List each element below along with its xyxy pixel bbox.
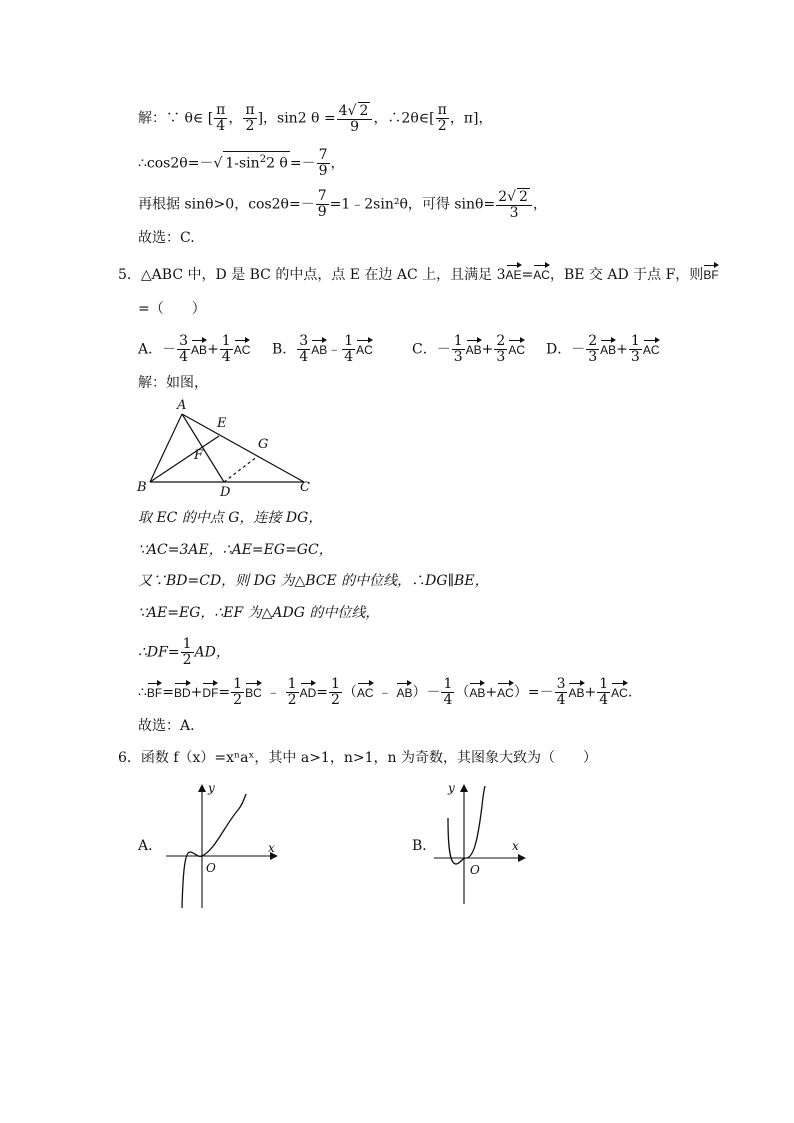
y-axis-arrow: [198, 784, 206, 792]
q5-answer: 故选：A.: [138, 718, 195, 734]
q4-answer: 故选：C.: [138, 230, 195, 246]
label-C: C: [300, 480, 310, 495]
q5-option-a[interactable]: A．－ $\frac{3}{4}$ AB+ $\frac{1}{4}$ AC: [138, 333, 251, 365]
q5-solution-head: 解：如图，: [138, 375, 208, 391]
q5-stem-end: =（ ）: [138, 301, 206, 317]
q5-step4: ∵AE=EG，∴EF 为△ADG 的中位线，: [138, 605, 380, 621]
label-G: G: [258, 437, 269, 452]
segment-DG-dashed: [224, 456, 258, 482]
axis-y-label: y: [448, 781, 455, 795]
q5-step5: ∴DF= $\frac{1}{2}$ AD，: [138, 636, 230, 668]
q6-graph-a[interactable]: [160, 780, 280, 910]
q4-line1: 解：∵ θ∈ [ $\frac{\pi}{4}$ ， $\frac{\pi}{2}$ ]，sin2 θ = $\frac{4√ 2}{9}$ ，∴2θ∈[ $\frac{\pi}{2}$ ，π]，: [138, 102, 493, 135]
curve: [182, 794, 246, 908]
q5-stem: 5．△ABC 中，D 是 BC 的中点，点 E 在边 AC 上，且满足 3AE=AC，BE 交 AD 于点 F，则BF: [118, 262, 719, 285]
y-axis-arrow: [460, 784, 468, 792]
x-axis-arrow: [518, 854, 526, 862]
label-E: E: [217, 416, 227, 431]
label-A: A: [177, 398, 187, 413]
label-B: B: [137, 480, 147, 495]
curve: [448, 786, 485, 864]
triangle-figure: [134, 396, 324, 500]
axis-y-label: y: [208, 781, 215, 795]
q6-option-a-label[interactable]: A．: [138, 838, 163, 854]
label-F: F: [194, 448, 204, 463]
q5-step6: ∴BF=BD+DF= $\frac{1}{2}$ BC ﹣ $\frac{1}{2}$ AD= $\frac{1}{2}$ （AC ﹣ AB）－ $\frac{1}{4}$ （AB+AC）=－ $\frac{3}{4}$ AB+ $\frac{1}{4}$ AC.: [138, 676, 633, 708]
q4-line3: 再根据 sinθ>0，cos2θ=－ $\frac{7}{9}$ =1﹣2sin²θ，可得 sinθ= $\frac{2√ 2}{3}$ ，: [138, 188, 547, 221]
q6-graph-b[interactable]: [430, 778, 530, 908]
q6-stem: 6．函数 f（x）=xⁿaˣ，其中 a>1，n>1，n 为奇数，其图象大致为（ ）: [118, 750, 597, 766]
q6-option-b-label[interactable]: B．: [412, 838, 437, 854]
origin-label: O: [470, 863, 480, 877]
axis-x-label: x: [268, 841, 275, 855]
q5-step1: 取 EC 的中点 G，连接 DG，: [138, 510, 323, 526]
origin-label: O: [206, 861, 216, 875]
label-D: D: [220, 485, 231, 500]
q4-line2: ∴cos2θ=－√ $1-\sin^22$ θ =－ $\frac{7}{9}$ ，: [138, 147, 345, 179]
axis-x-label: x: [512, 839, 519, 853]
q5-option-b[interactable]: B． $\frac{3}{4}$ AB﹣ $\frac{1}{4}$ AC: [272, 333, 373, 365]
q5-option-d[interactable]: D．－ $\frac{2}{3}$ AB+ $\frac{1}{3}$ AC: [546, 333, 660, 365]
q5-step2: ∵AC=3AE，∴AE=EG=GC，: [138, 542, 333, 558]
q5-step3: 又∵BD=CD，则 DG 为△BCE 的中位线，∴DG∥BE，: [138, 573, 489, 589]
q5-option-c[interactable]: C．－ $\frac{1}{3}$ AB+ $\frac{2}{3}$ AC: [412, 333, 525, 365]
